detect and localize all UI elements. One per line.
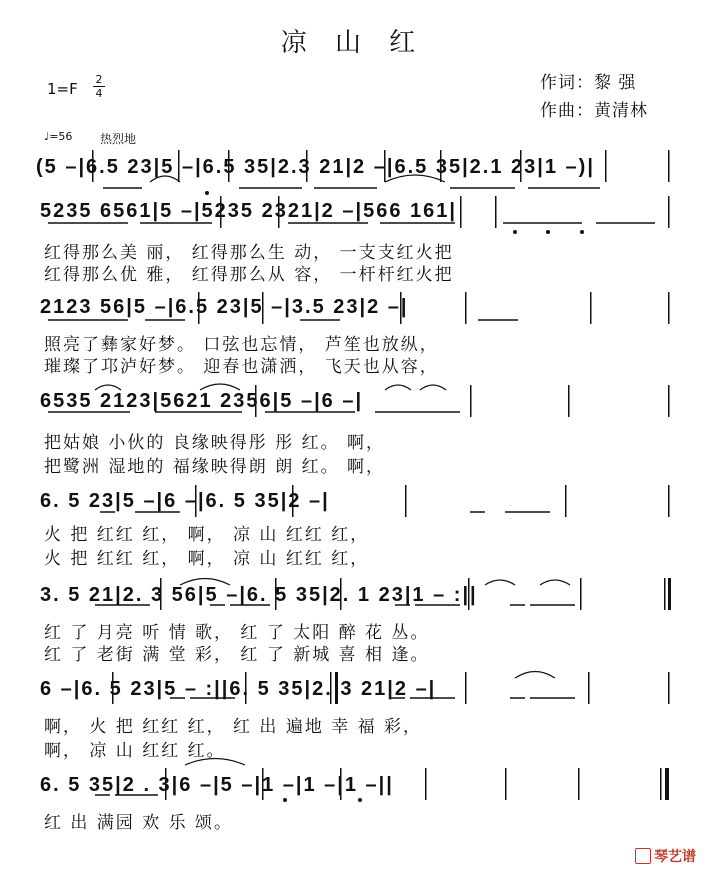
lyric-row-5-verse-1: 火 把 红红 红， 啊， 凉 山 红红 红， bbox=[44, 525, 370, 545]
lyric-row-6-verse-1: 红 了 月亮 听 情 歌， 红 了 太阳 醉 花 丛。 bbox=[44, 623, 430, 643]
time-bottom: 4 bbox=[95, 87, 103, 100]
music-row-4: 6535 2123|5621 2356|5 –|6 –| bbox=[40, 390, 364, 412]
music-row-1: (5 –|6.5 23|5 –|6.5 35|2.3 21|2 –|6.5 35|2.1 23|1 –)| bbox=[36, 156, 595, 178]
tempo-mark: ♩=56 bbox=[44, 130, 73, 143]
music-row-8: 6. 5 35|2 . 3|6 –|5 –|1 –|1 –|1 –|| bbox=[40, 774, 394, 796]
lyricist-credit: 作词：黎 强 bbox=[540, 73, 637, 93]
music-row-7: 6 –|6. 5 23|5 – :||6. 5 35|2. 3 21|2 –| bbox=[40, 678, 437, 700]
lyric-row-7-verse-1: 啊， 火 把 红红 红， 红 出 遍地 幸 福 彩， bbox=[44, 717, 423, 737]
time-signature bbox=[93, 74, 105, 99]
lyric-row-7-verse-2: 啊， 凉 山 红红 红。 bbox=[44, 741, 226, 761]
time-top: 2 bbox=[95, 73, 103, 86]
composer-credit: 作曲：黄清林 bbox=[540, 101, 648, 121]
site-logo bbox=[635, 846, 696, 866]
lyric-row-2-verse-1: 红得那么美 丽， 红得那么生 动， 一支支红火把 bbox=[44, 243, 454, 263]
song-title: 凉 山 红 bbox=[280, 28, 426, 58]
lyric-row-3-verse-1: 照亮了彝家好梦。 口弦也忘情， 芦笙也放纵， bbox=[44, 335, 439, 355]
logo-text: 琴艺谱 bbox=[654, 849, 696, 865]
lyric-row-8-verse-1: 红 出 满园 欢 乐 颂。 bbox=[44, 813, 234, 833]
lyric-row-6-verse-2: 红 了 老街 满 堂 彩， 红 了 新城 喜 相 逢。 bbox=[44, 645, 430, 665]
key-signature: 1=F bbox=[47, 80, 78, 98]
logo-icon bbox=[635, 848, 651, 864]
music-row-5: 6. 5 23|5 –|6 –|6. 5 35|2 –| bbox=[40, 490, 330, 512]
lyric-row-5-verse-2: 火 把 红红 红， 啊， 凉 山 红红 红， bbox=[44, 549, 370, 569]
lyric-row-4-verse-1: 把姑娘 小伙的 良缘映得彤 彤 红。 啊， bbox=[44, 433, 386, 453]
lyric-row-4-verse-2: 把鹭洲 湿地的 福缘映得朗 朗 红。 啊， bbox=[44, 457, 386, 477]
music-row-3: 2123 56|5 –|6.5 23|5 –|3.5 23|2 –| bbox=[40, 296, 409, 318]
lyric-row-3-verse-2: 璀璨了邛泸好梦。 迎春也潇洒， 飞天也从容， bbox=[44, 357, 439, 377]
lyric-row-2-verse-2: 红得那么优 雅， 红得那么从 容， 一杆杆红火把 bbox=[44, 265, 454, 285]
expression-mark: 热烈地 bbox=[100, 132, 137, 146]
music-row-6: 3. 5 21|2. 3 56|5 –|6. 5 35|2. 1 23|1 – :|| bbox=[40, 584, 478, 606]
music-row-2: 5235 6561|5 –|5235 2321|2 –|566 161| bbox=[40, 200, 457, 222]
